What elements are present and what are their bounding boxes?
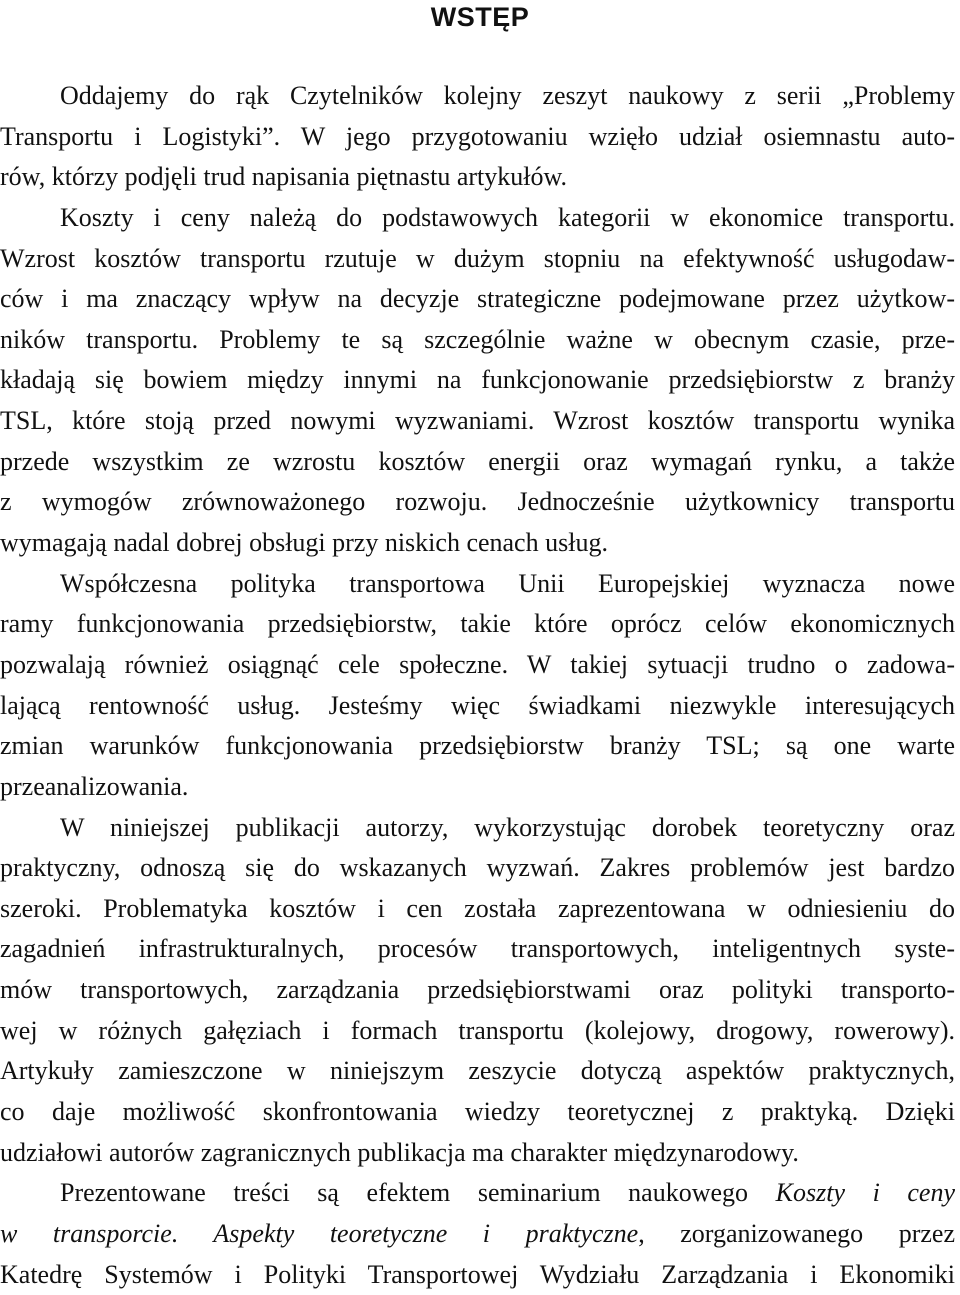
italic-title-run: w transporcie. Aspekty teoretyczne i praktyczne [0, 1218, 639, 1248]
page-title: WSTĘP [430, 2, 530, 32]
text-line: mów transportowych, zarządzania przedsiębiorstwami oraz polityki transporto- [0, 975, 955, 1005]
text-line: Współczesna polityka transportowa Unii Europejskiej wyznacza nowe [60, 568, 955, 598]
text-line: Wzrost kosztów transportu rzutuje w dużym stopniu na efektywność usługodaw- [0, 243, 955, 273]
text-line: praktyczny, odnoszą się do wskazanych wyzwań. Zakres problemów jest bardzo [0, 853, 955, 883]
text-line: Oddajemy do rąk Czytelników kolejny zeszyt naukowy z serii „Problemy [60, 81, 955, 110]
text-line: lającą rentowność usług. Jesteśmy więc świadkami niezwykle interesujących [0, 690, 955, 720]
text-line: ców i ma znaczący wpływ na decyzje strategiczne podejmowane przez użytkow- [0, 284, 955, 314]
text-line: zmian warunków funkcjonowania przedsiębiorstw branży TSL; są one warte [0, 731, 955, 761]
text-line: W niniejszej publikacji autorzy, wykorzystując dorobek teoretyczny oraz [60, 812, 955, 842]
text-line: Artykuły zamieszczone w niniejszym zeszycie dotyczą aspektów praktycznych, [0, 1056, 955, 1086]
text-line: wymagają nadal dobrej obsługi przy niskich cenach usług. [0, 528, 608, 558]
text-line: TSL, które stoją przed nowymi wyzwaniami. Wzrost kosztów transportu wynika [0, 406, 955, 436]
text-line: ramy funkcjonowania przedsiębiorstw, takie które oprócz celów ekonomicznych [0, 609, 955, 639]
text-line: przede wszystkim ze wzrostu kosztów energii oraz wymagań rynku, a także [0, 446, 955, 476]
text-line: udziałowi autorów zagranicznych publikacja ma charakter międzynarodowy. [0, 1137, 799, 1167]
text-line: pozwalają również osiągnąć cele społeczne. W takiej sytuacji trudno o zadowa- [0, 649, 955, 679]
text-run: , zorganizowanego przez [638, 1218, 955, 1248]
text-line: zagadnień infrastrukturalnych, procesów transportowych, inteligentnych syste- [0, 934, 955, 964]
text-line: Transportu i Logistyki”. W jego przygotowaniu wzięło udział osiemnastu auto- [0, 121, 955, 151]
text-line [0, 1214, 955, 1255]
text-line [0, 1173, 955, 1214]
text-line: rów, którzy podjęli trud napisania piętnastu artykułów. [0, 162, 568, 192]
text-line: Katedrę Systemów i Polityki Transportowej Wydziału Zarządzania i Ekonomiki [0, 1259, 955, 1289]
text-line: ników transportu. Problemy te są szczególnie ważne w obecnym czasie, prze- [0, 324, 955, 354]
text-run: Prezentowane treści są efektem seminarium naukowego [60, 1178, 776, 1208]
text-line: z wymogów zrównoważonego rozwoju. Jednocześnie użytkownicy transportu [0, 487, 955, 517]
text-line: szeroki. Problematyka kosztów i cen została zaprezentowana w odniesieniu do [0, 893, 955, 923]
document-body [0, 76, 955, 1295]
italic-title-run: Koszty i ceny [775, 1178, 955, 1208]
text-line: przeanalizowania. [0, 771, 189, 801]
text-line: kładają się bowiem między innymi na funkcjonowanie przedsiębiorstw z branży [0, 365, 955, 395]
text-line: wej w różnych gałęziach i formach transportu (kolejowy, drogowy, rowerowy). [0, 1015, 955, 1045]
text-line: co daje możliwość skonfrontowania wiedzy teoretycznej z praktyką. Dzięki [0, 1097, 955, 1127]
text-line: Koszty i ceny należą do podstawowych kategorii w ekonomice transportu. [60, 202, 955, 232]
